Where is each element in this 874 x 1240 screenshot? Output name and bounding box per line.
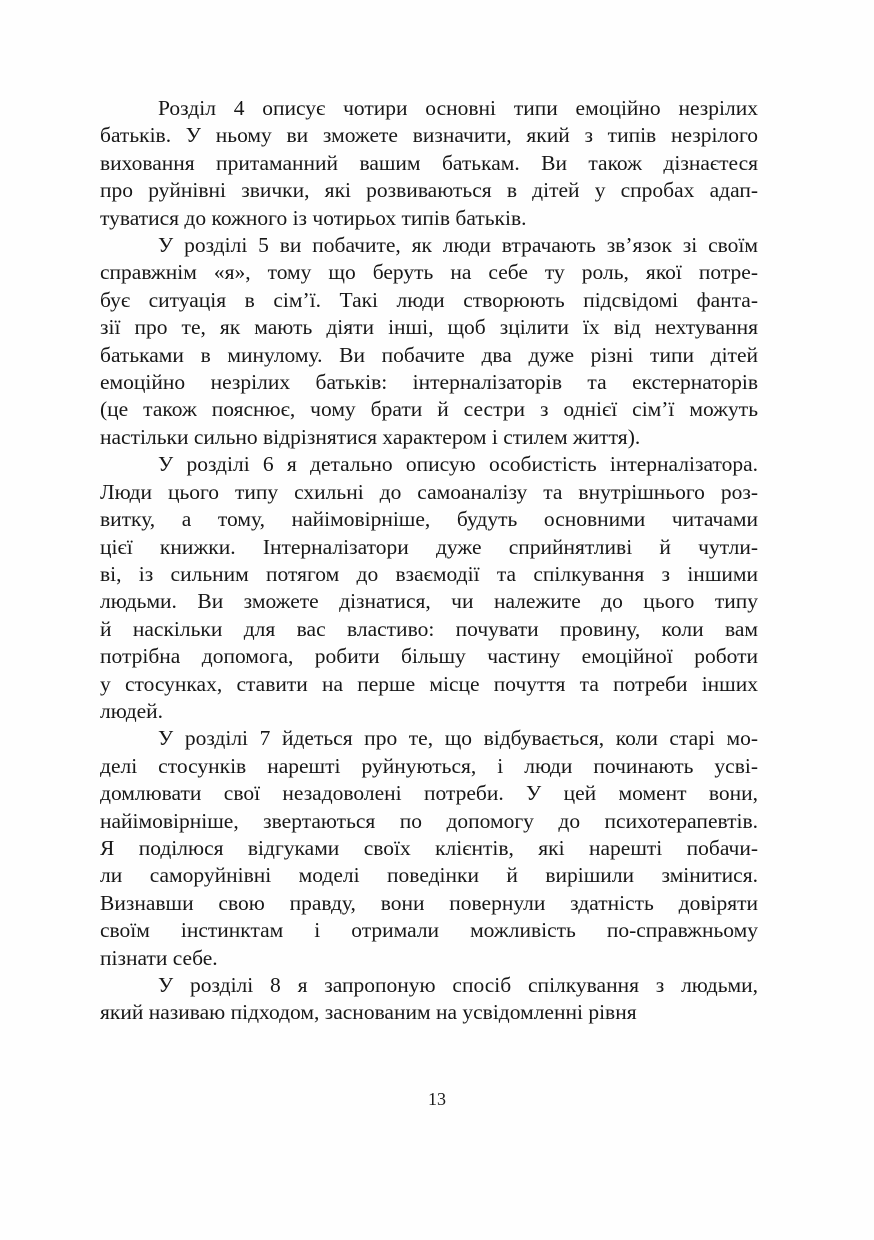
text-line: виховання притаманний вашим батькам. Ви також дізнаєтеся (100, 150, 758, 175)
text-line: домлювати свої незадоволені потреби. У цей момент вони, (100, 781, 758, 806)
text-line: у стосунках, ставити на перше місце почуття та потреби інших (100, 671, 758, 696)
paragraph (100, 232, 758, 451)
paragraph (100, 95, 758, 232)
text-line: людьми. Ви зможете дізнатися, чи належите до цього типу (100, 589, 758, 614)
paragraph (100, 451, 758, 725)
text-line: зії про те, як мають діяти інші, щоб зцілити їх від нехтування (100, 315, 758, 340)
text-line: У розділі 5 ви побачите, як люди втрачають зв’язок зі своїм (158, 233, 758, 258)
text-line: Розділ 4 описує чотири основні типи емоційно незрілих (158, 96, 758, 120)
text-line: який називаю підходом, заснованим на усвідомленні рівня (100, 1000, 637, 1025)
text-line: (це також пояснює, чому брати й сестри з однієї сім’ї можуть (100, 397, 758, 422)
text-line: пізнати себе. (100, 945, 218, 970)
paragraph (100, 725, 758, 972)
text-line: про руйнівні звички, які розвиваються в дітей у спробах адап- (100, 178, 758, 203)
text-line: Визнавши свою правду, вони повернули здатність довіряти (100, 890, 758, 915)
text-line: батьків. У ньому ви зможете визначити, який з типів незрілого (100, 123, 758, 148)
paragraph (100, 972, 758, 1027)
text-line: ли саморуйнівні моделі поведінки й вирішили змінитися. (100, 863, 758, 888)
text-line: У розділі 8 я запропоную спосіб спілкування з людьми, (158, 973, 758, 997)
text-line: делі стосунків нарешті руйнуються, і люди починають усві- (100, 753, 758, 778)
text-line: туватися до кожного із чотирьох типів батьків. (100, 205, 527, 230)
text-line: Я поділюся відгуками своїх клієнтів, які нарешті побачи- (100, 835, 758, 860)
text-line: У розділі 6 я детально описую особистість інтерналізатора. (158, 452, 758, 477)
text-line: батьками в минулому. Ви побачите два дуже різні типи дітей (100, 342, 758, 367)
text-line: людей. (100, 698, 164, 723)
text-line: й наскільки для вас властиво: почувати провину, коли вам (100, 616, 758, 641)
text-line: найімовірніше, звертаються по допомогу до психотерапевтів. (100, 808, 758, 833)
text-line: настільки сильно відрізнятися характером і стилем життя). (100, 424, 641, 449)
text-line: справжнім «я», тому що беруть на себе ту роль, якої потре- (100, 260, 758, 285)
text-line: У розділі 7 йдеться про те, що відбувається, коли старі мо- (158, 726, 758, 751)
text-line: емоційно незрілих батьків: інтерналізаторів та екстернаторів (100, 370, 758, 395)
text-line: ві, із сильним потягом до взаємодії та спілкування з іншими (100, 561, 758, 586)
text-line: потрібна допомога, робити більшу частину емоційної роботи (100, 644, 758, 669)
text-block (100, 95, 758, 1027)
text-line: Люди цього типу схильні до самоаналізу та внутрішнього роз- (100, 479, 758, 504)
text-line: своїм інстинктам і отримали можливість по-справжньому (100, 918, 758, 943)
page-number: 13 (428, 1089, 446, 1109)
text-line: цієї книжки. Інтерналізатори дуже сприйнятливі й чутли- (100, 534, 758, 559)
text-line: бує ситуація в сім’ї. Такі люди створюють підсвідомі фанта- (100, 287, 758, 312)
text-line: витку, а тому, найімовірніше, будуть основними читачами (100, 507, 758, 532)
